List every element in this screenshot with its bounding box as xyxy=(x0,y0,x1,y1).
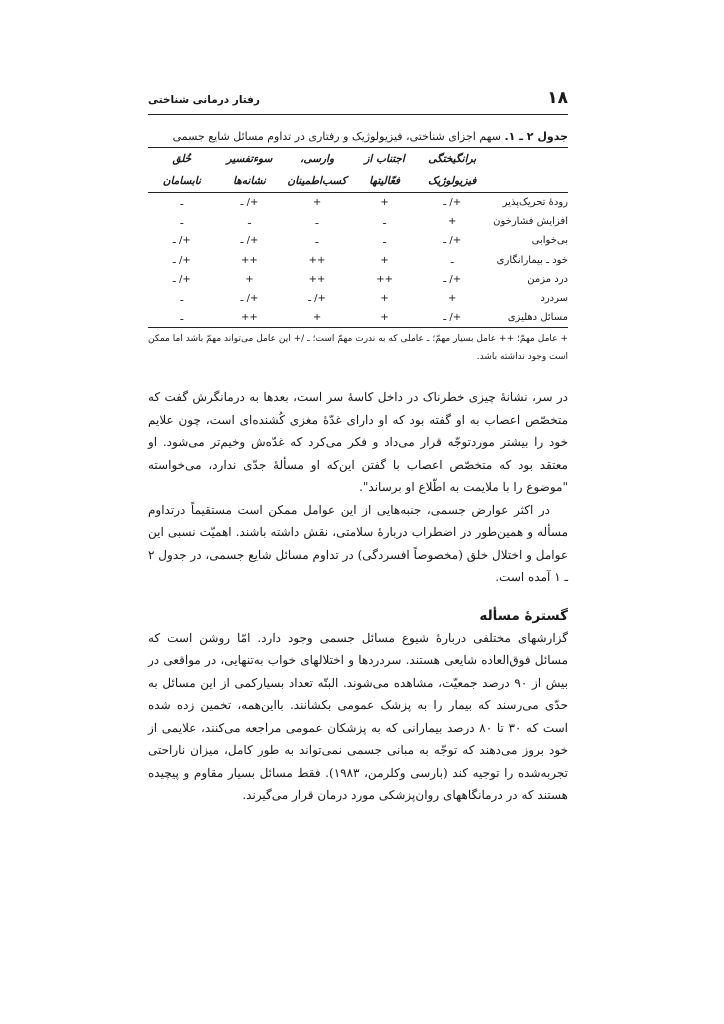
table-cell: ـ xyxy=(180,216,184,228)
table-cell: +/ ـ xyxy=(172,273,191,285)
table-header-row-2 xyxy=(148,170,568,193)
table-cell: +/ ـ xyxy=(240,235,259,247)
row-label: بی‌خوابی xyxy=(531,235,568,247)
table-row xyxy=(148,212,568,231)
table-cell: ++ xyxy=(308,254,326,266)
table-cell: ++ xyxy=(241,254,258,266)
column-header: اجتناب از xyxy=(351,148,419,171)
table-caption xyxy=(148,129,568,145)
table-cell: ـ xyxy=(315,235,319,247)
table-header-row-1 xyxy=(148,148,568,171)
table-cell: ـ xyxy=(450,254,454,266)
book-page xyxy=(148,88,568,807)
table-caption-text: سهم اجزای شناختی، فیزیولوژیک و رفتاری در تداوم مسائل شایع جسمی xyxy=(172,130,501,143)
row-label: رودهٔ تحریک‌پذیر xyxy=(502,197,568,209)
contribution-table xyxy=(148,147,568,328)
column-header: برانگیختگی xyxy=(418,148,486,171)
table-row xyxy=(148,308,568,328)
table-cell: + xyxy=(380,197,389,209)
table-cell: ++ xyxy=(376,273,393,285)
table-caption-label: جدول ۲ ـ ۱. xyxy=(504,130,568,143)
table-cell: + xyxy=(245,273,254,285)
table-cell: ـ xyxy=(180,197,184,209)
table-row xyxy=(148,231,568,250)
table-cell: ++ xyxy=(216,308,284,328)
table-cell: ـ xyxy=(315,216,319,228)
body-paragraph: در اکثر عوارض جسمی، جنبه‌هایی از این عوامل ممکن است مستقیماً درتداوم مسأله و همین‌طور در اضطراب دربارهٔ سلامتی، نقش داشته باشند. اهمیّت نسبی این عوامل و اختلال خلق (مخصوصاً افسردگی) در تداوم مسائل شایع جسمی، در جدول ۲ ـ ۱ آمده است. xyxy=(148,502,568,585)
table-cell: +/ ـ xyxy=(443,197,462,209)
table-row xyxy=(148,193,568,213)
column-header: نابسامان xyxy=(148,170,216,193)
body-paragraph: در سر، نشانهٔ چیزی خطرناک در داخل کاسهٔ سر است، بعدها به درمانگرش گفت که متخصّص اعصاب به او گفته بود که او دارای غدّهٔ مغزی کُشنده‌ای است، چون علایم خود را بیشتر موردتوجّه قرار می‌داد و فکر می‌کرد که غدّه‌ش وخیم‌تر می‌شود. او معتقد بود که متخصّص اعصاب با گفتن این‌که او مسألهٔ جدّی ندارد، می‌خواسته "موضوع را با ملایمت به اطّلاع او برساند". xyxy=(148,390,568,495)
table-cell: ++ xyxy=(308,273,326,285)
column-header: نشانه‌ها xyxy=(216,170,284,193)
table-cell: + xyxy=(351,308,419,328)
table-cell: +/ ـ xyxy=(240,197,259,209)
table-cell: ـ xyxy=(383,235,387,247)
table-cell: + xyxy=(380,293,389,305)
running-header xyxy=(148,88,568,115)
table-cell: +/ ـ xyxy=(308,293,326,305)
column-header: فیزیولوژیک xyxy=(418,170,486,193)
body-paragraph: گزارشهای مختلفی دربارهٔ شیوع مسائل جسمی وجود دارد. امّا روشن است که مسائل فوق‌العاده شایعی هستند. سردردها و اختلالهای خواب به‌تنهایی، در مواقعی در بیش از ۹۰ درصد جمعیّت، مشاهده می‌شوند. البتّه تعداد بسیارکمی از این مسائل به حدّی می‌رسند که بیمار را به پزشک عمومی بکشانند. بااین‌همه، تخمین زده شده است که ۳۰ تا ۸۰ درصد بیمارانی که به پزشکان عمومی مراجعه می‌کنند، علایمی از خود بروز می‌دهند که توجّه به مبانی جسمی نمی‌تواند به طور کامل، میزان ناراحتی تجربه‌شده را توجیه کند (بارسی وکلرمن، ۱۹۸۳). فقط مسائل بسیار مقاوم و پیچیده هستند که در درمانگاههای روان‌پزشکی مورد درمان قرار می‌گیرند. xyxy=(148,630,569,803)
table-cell: +/ ـ xyxy=(172,235,191,247)
table-row xyxy=(148,289,568,308)
table-cell: +/ ـ xyxy=(443,273,462,285)
column-header: کسب‌اطمینان xyxy=(283,170,351,193)
section-heading: گسترهٔ مسأله xyxy=(479,607,568,624)
table-cell: + xyxy=(312,197,322,209)
row-header-empty xyxy=(486,148,568,171)
table-cell: ـ xyxy=(180,293,184,305)
row-header-empty xyxy=(486,170,568,193)
table-row xyxy=(148,270,568,289)
column-header: سوءتفسیر xyxy=(216,148,284,171)
column-header: فعّالیتها xyxy=(351,170,419,193)
table-cell: +/ ـ xyxy=(240,293,259,305)
column-header: خُلق xyxy=(148,148,216,171)
row-label: خود ـ بیمارانگاری xyxy=(496,254,568,266)
table-cell: + xyxy=(380,254,389,266)
row-label: افزایش فشارخون xyxy=(493,216,568,228)
table-cell: + xyxy=(448,293,457,305)
table-cell: ـ xyxy=(247,216,251,228)
table-cell: +/ ـ xyxy=(172,254,191,266)
row-label: درد مزمن xyxy=(527,273,568,285)
table-cell: + xyxy=(283,308,351,328)
table-cell: ـ xyxy=(148,308,216,328)
row-label: مسائل دهلیزی xyxy=(486,308,568,328)
table-cell: +/ ـ xyxy=(443,235,462,247)
table-cell: ـ xyxy=(383,216,387,228)
running-title: رفتار درمانی شناختی xyxy=(148,94,260,106)
table-row xyxy=(148,251,568,270)
table-footnote: + عامل مهمّ؛ ++ عامل بسیار مهمّ؛ ـ عاملی که به ندرت مهمّ است؛ ـ /+ این عامل می‌تواند مهمّ باشد اما ممکن است وجود نداشته باشد. xyxy=(148,334,568,363)
column-header: وارسی، xyxy=(283,148,351,171)
page-number: ۱۸ xyxy=(547,88,568,108)
table-cell: + xyxy=(448,216,457,228)
row-label: سردرد xyxy=(540,293,568,305)
table-cell: +/ ـ xyxy=(418,308,486,328)
